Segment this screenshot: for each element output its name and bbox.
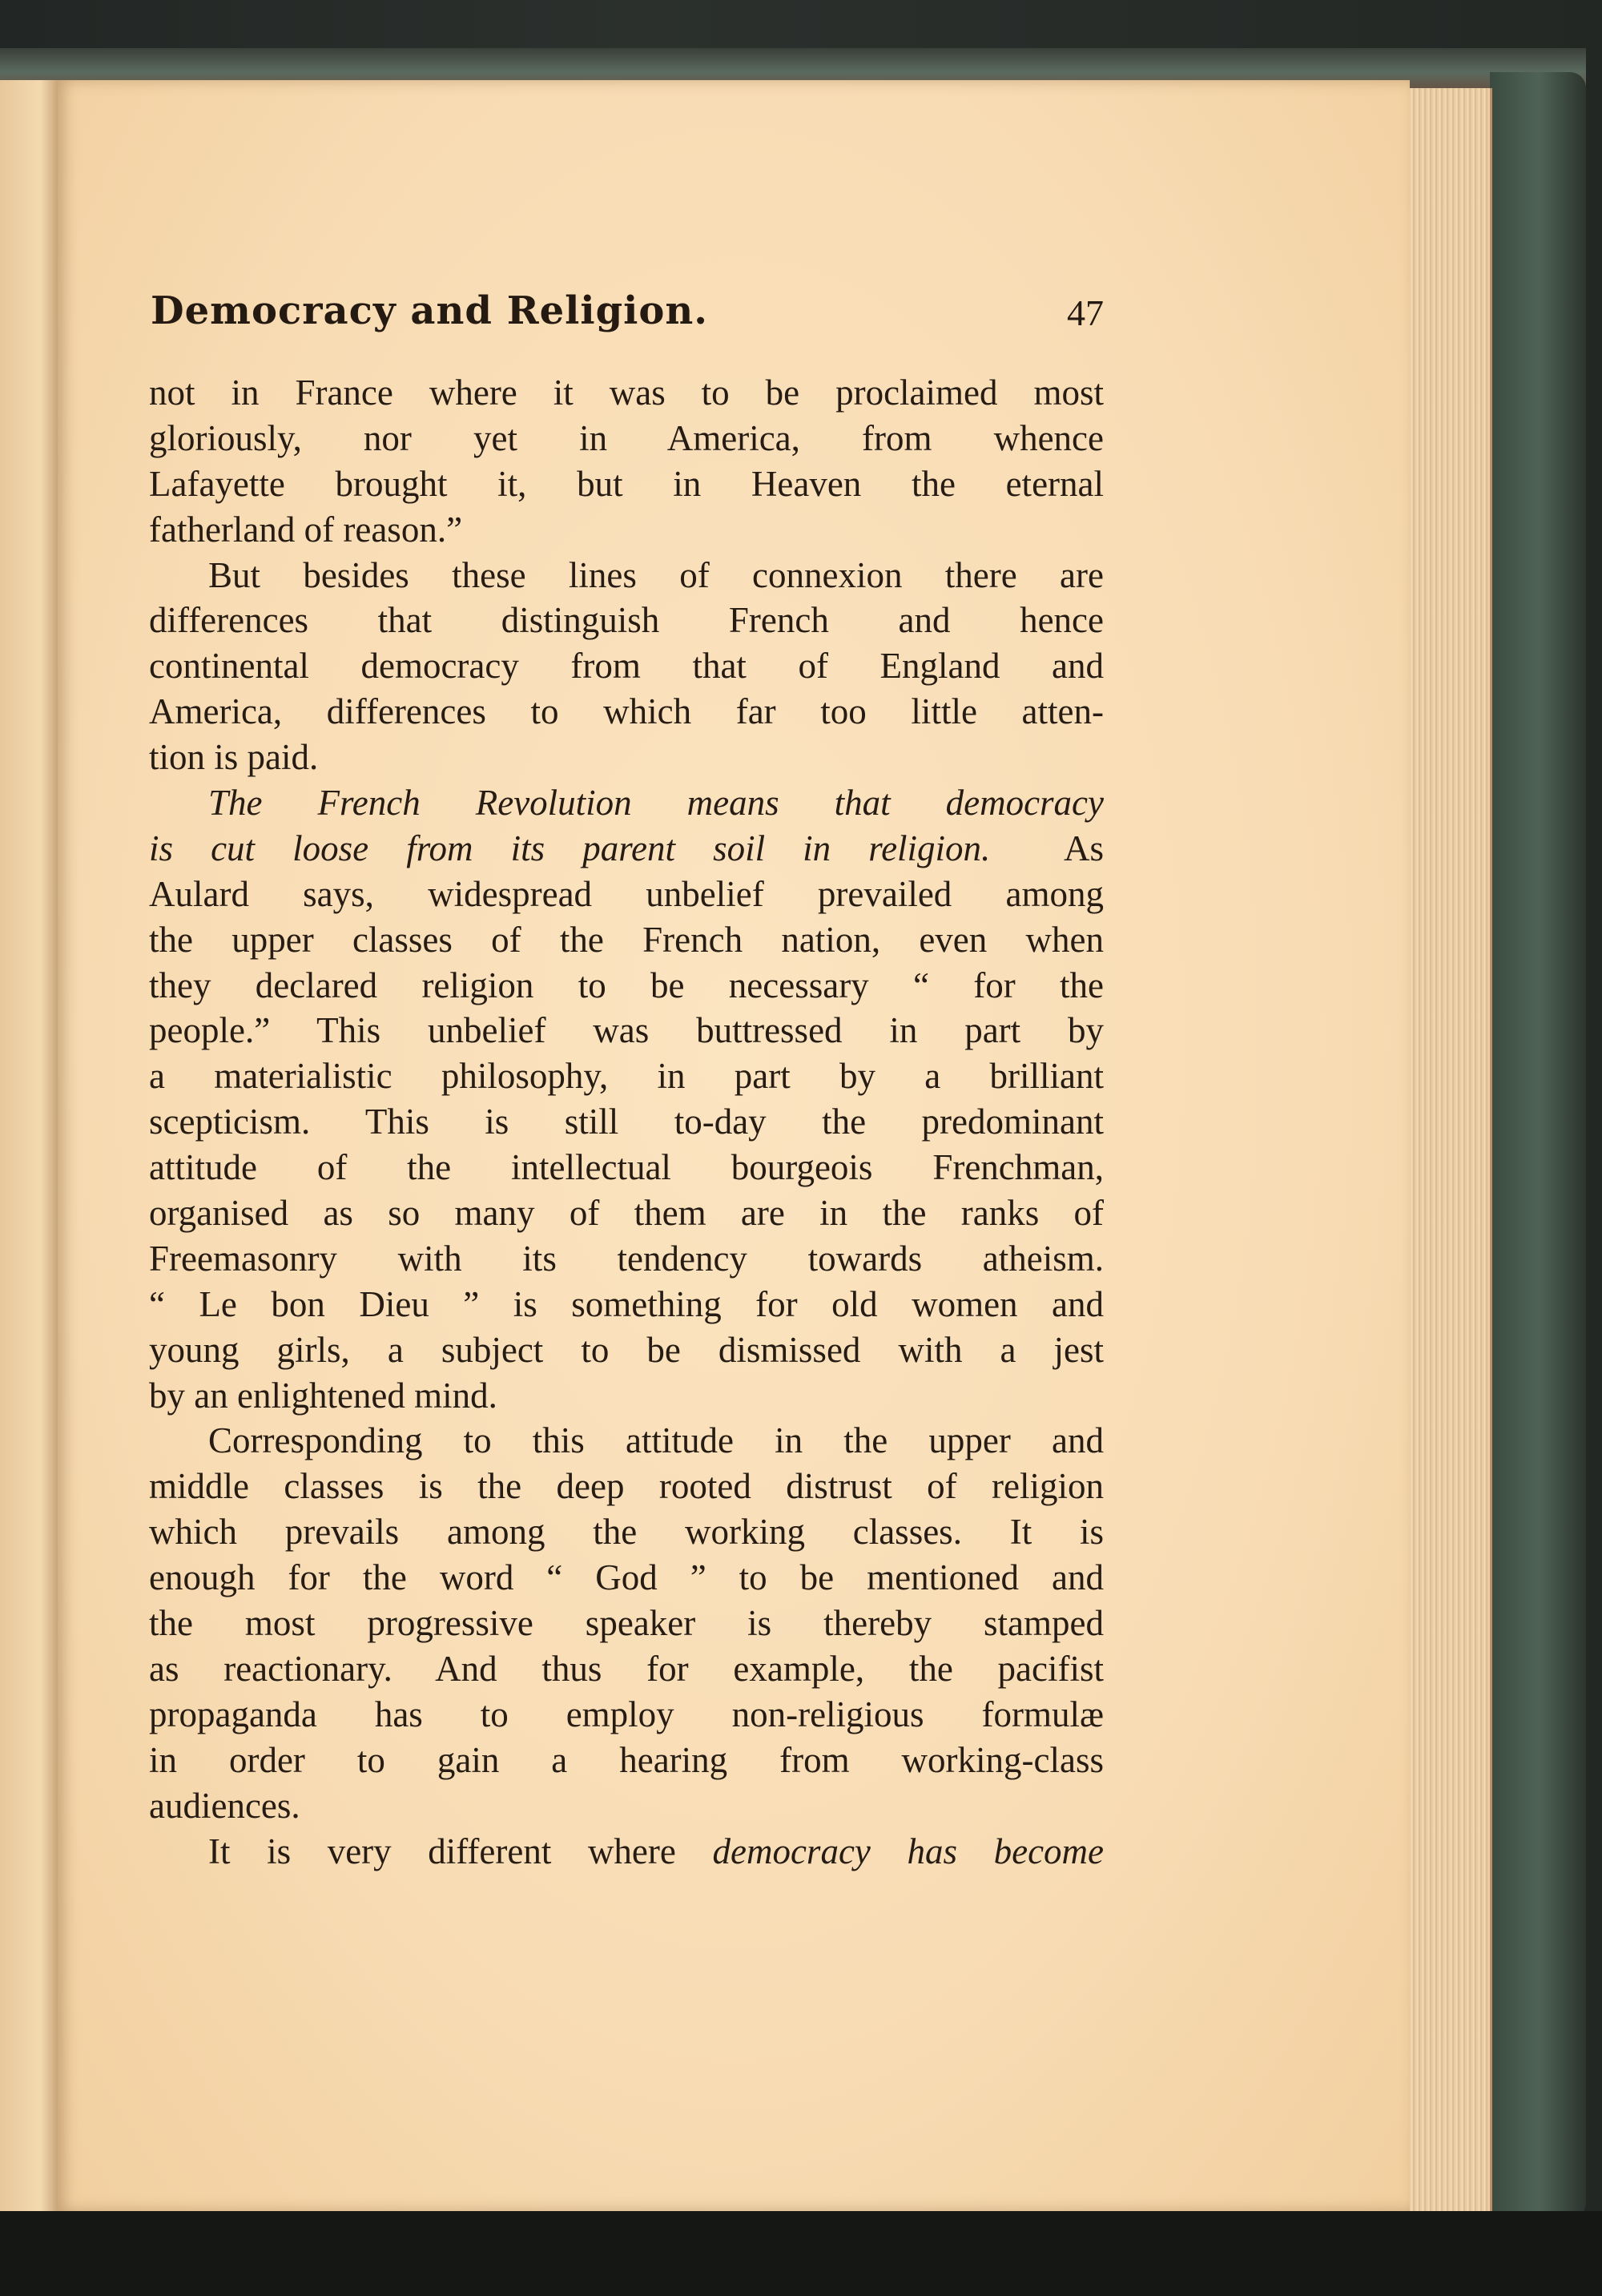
text-line: America, differences to which far too little atten-: [149, 691, 1104, 732]
italic-phrase: is cut loose from its parent soil in religion.: [149, 828, 991, 868]
text-fragment: It is very different where: [208, 1831, 676, 1871]
text-line: differences that distinguish French and hence: [149, 600, 1104, 641]
text-line: tion is paid.: [149, 737, 319, 778]
text-line: they declared religion to be necessary “ for the: [149, 965, 1104, 1005]
text-line: people.” This unbelief was buttressed in part by: [149, 1010, 1104, 1051]
text-line: in order to gain a hearing from working-class: [149, 1739, 1104, 1780]
text-line: middle classes is the deep rooted distrust of religion: [149, 1466, 1104, 1507]
text-line: fatherland of reason.”: [149, 509, 463, 550]
text-fragment: As: [1063, 828, 1104, 868]
text-line: the most progressive speaker is thereby stamped: [149, 1603, 1104, 1644]
text-line: Corresponding to this attitude in the upper and: [208, 1420, 1104, 1461]
text-line: enough for the word “ God ” to be mentioned and: [149, 1557, 1104, 1598]
text-line: audiences.: [149, 1785, 300, 1826]
text-line: But besides these lines of connexion there are: [208, 554, 1104, 595]
page-header: [151, 288, 1104, 344]
text-line: attitude of the intellectual bourgeois Frenchman,: [149, 1147, 1104, 1188]
text-line: the upper classes of the French nation, even when: [149, 919, 1104, 960]
book-cover-bottom-edge: [0, 2211, 1602, 2296]
text-line: Aulard says, widespread unbelief prevailed among: [149, 873, 1104, 914]
text-line: not in France where it was to be proclaimed most: [149, 373, 1104, 413]
text-line: scepticism. This is still to-day the predominant: [149, 1102, 1104, 1142]
text-line: as reactionary. And thus for example, the pacifist: [149, 1648, 1104, 1689]
text-line: young girls, a subject to be dismissed with a jest: [149, 1329, 1104, 1370]
text-line: “ Le bon Dieu ” is something for old women and: [149, 1283, 1104, 1324]
text-line: gloriously, nor yet in America, from whence: [149, 417, 1104, 458]
page-body: [149, 370, 1104, 1874]
text-line: [149, 1829, 1104, 1875]
text-line: by an enlightened mind.: [149, 1375, 497, 1416]
page-number: 47: [1067, 292, 1104, 333]
book-cover-right-edge: [1490, 72, 1586, 2219]
running-head: Democracy and Religion.: [151, 288, 709, 333]
text-line: [149, 826, 1104, 872]
page-stack-edges: [1410, 88, 1492, 2211]
text-line: a materialistic philosophy, in part by a brilliant: [149, 1056, 1104, 1097]
text-line: The French Revolution means that democracy: [208, 783, 1104, 824]
text-line: continental democracy from that of England and: [149, 646, 1104, 687]
facing-page-edge: [0, 80, 58, 2211]
text-line: organised as so many of them are in the ranks of: [149, 1193, 1104, 1234]
text-line: which prevails among the working classes. It is: [149, 1512, 1104, 1553]
text-line: Freemasonry with its tendency towards atheism.: [149, 1238, 1104, 1279]
text-line: propaganda has to employ non-religious formulæ: [149, 1694, 1104, 1734]
italic-phrase: democracy has become: [712, 1831, 1105, 1871]
text-line: Lafayette brought it, but in Heaven the eternal: [149, 463, 1104, 504]
